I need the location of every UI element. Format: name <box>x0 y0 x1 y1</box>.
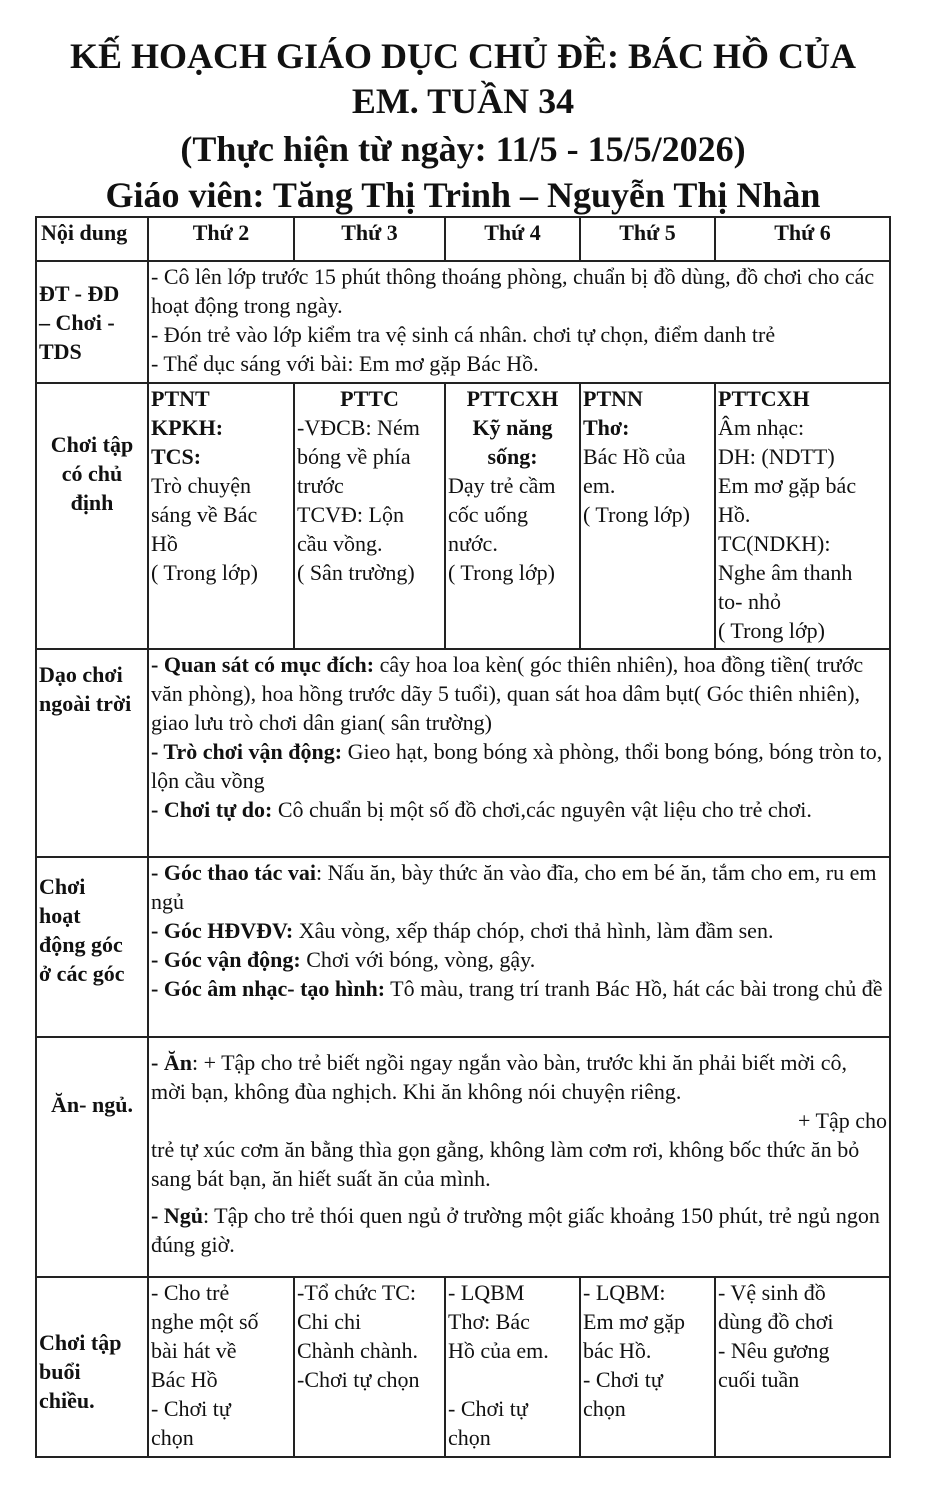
label-line: có chủ <box>61 461 123 486</box>
subject-heading: PTTCXH <box>466 386 559 411</box>
label-line: Chơi <box>39 874 86 899</box>
activity-line: TC(NDKH): <box>718 531 831 556</box>
title-teachers: Giáo viên: Tăng Thị Trinh – Nguyễn Thị Nhàn <box>105 175 821 215</box>
header-wed: Thứ 4 <box>445 217 580 261</box>
activity-line: Hồ <box>151 531 178 556</box>
activity-line: cầu vồng. <box>297 531 383 556</box>
activity-line: Chi chi <box>297 1309 362 1334</box>
label-line: hoạt <box>39 903 81 928</box>
label-line: buổi <box>39 1359 81 1384</box>
item-text: cây hoa loa kèn( góc thiên nhiên), hoa đồng tiền( trước văn phòng), hoa hồng trước dãy 5 tuổi), quan sát hoa dâm bụt( Góc thiên nhiên), giao lưu trò chơi dân gian( sân trường) <box>151 652 864 735</box>
guided-fri <box>715 383 890 649</box>
corners-content <box>148 857 890 1037</box>
item-text: Gieo hạt, bong bóng xà phòng, thổi bong bóng, bóng tròn to, lộn cầu vồng <box>151 739 883 793</box>
item-text: Chơi với bóng, vòng, gậy. <box>300 947 536 972</box>
spacer <box>448 1365 577 1394</box>
activity-line: cuối tuần <box>718 1367 800 1392</box>
meal-text: trẻ tự xúc cơm ăn bằng thìa gọn gằng, không làm cơm rơi, không bốc thức ăn bỏ sang bát bạn, ăn hiết suất ăn của mình. <box>151 1137 860 1191</box>
spacer <box>151 1193 887 1201</box>
activity-line: Em mơ gặp <box>583 1309 686 1334</box>
activity-line: em. <box>583 473 616 498</box>
label-line: ở các góc <box>39 961 125 986</box>
label-line: động góc <box>39 932 123 957</box>
item-text: Tô màu, trang trí tranh Bác Hồ, hát các bài trong chủ đề <box>385 976 883 1001</box>
row-welcome <box>36 261 890 383</box>
item-label: - Trò chơi vận động: <box>151 739 343 764</box>
activity-line: Bác Hồ <box>151 1367 218 1392</box>
item-text: Cô chuẩn bị một số đồ chơi,các nguyên vật liệu cho trẻ chơi. <box>272 797 812 822</box>
label-line: định <box>70 490 114 515</box>
label-line: TDS <box>39 338 82 364</box>
activity-line: - Chơi tự <box>583 1367 663 1392</box>
activity-line: - Cho trẻ <box>151 1280 230 1305</box>
item-label: - Góc thao tác vai <box>151 860 316 885</box>
activity-line: bài hát về <box>151 1338 237 1363</box>
activity-line: - Chơi tự <box>448 1396 528 1421</box>
guided-tue <box>294 383 445 649</box>
activity-line: - LQBM <box>448 1280 525 1305</box>
meal-item <box>151 1048 887 1106</box>
meal-nap-content <box>148 1037 890 1277</box>
row-afternoon <box>36 1277 890 1457</box>
subject-heading: Thơ: <box>583 415 630 440</box>
activity-line: ( Trong lớp) <box>583 502 690 527</box>
subject-heading: sống: <box>487 444 538 469</box>
activity-line: - Chơi tự <box>151 1396 231 1421</box>
document-title <box>0 34 926 218</box>
activity-line: Em mơ gặp bác <box>718 473 857 498</box>
label-line: ngoài trời <box>39 691 132 716</box>
item-label: - Góc âm nhạc- tạo hình: <box>151 976 386 1001</box>
label-afternoon <box>36 1277 148 1457</box>
guided-wed <box>445 383 580 649</box>
subject-heading: PTTC <box>340 386 399 411</box>
item-text: Xâu vòng, xếp tháp chóp, chơi thả hình, làm đầm sen. <box>293 918 774 943</box>
activity-line: -VĐCB: Ném <box>297 415 420 440</box>
label-corners <box>36 857 148 1037</box>
subject-heading: Kỹ năng <box>472 415 553 440</box>
activity-line: Thơ: Bác <box>448 1309 530 1334</box>
activity-line: DH: (NDTT) <box>718 444 835 469</box>
outdoor-item <box>151 650 887 737</box>
label-line: Dạo chơi <box>39 662 123 687</box>
corner-item <box>151 974 887 1003</box>
activity-line: sáng về Bác <box>151 502 258 527</box>
label-guided-activity <box>36 383 148 649</box>
activity-line: Nghe âm thanh <box>718 560 853 585</box>
item-text: : + Tập cho trẻ biết ngồi ngay ngắn vào bàn, trước khi ăn phải biết mời cô, mời bạn, không đùa nghịch. Khi ăn không nói chuyện riêng. <box>151 1050 848 1104</box>
activity-line: - LQBM: <box>583 1280 666 1305</box>
label-welcome <box>36 261 148 383</box>
outdoor-content <box>148 649 890 857</box>
activity-line: to- nhỏ <box>718 589 781 614</box>
activity-line: - Nêu gương <box>718 1338 830 1363</box>
activity-line: ( Trong lớp) <box>718 618 825 643</box>
item-label: - Ngủ <box>151 1203 203 1228</box>
activity-line: ( Trong lớp) <box>448 560 555 585</box>
activity-line: Dạy trẻ cầm <box>448 473 556 498</box>
afternoon-wed <box>445 1277 580 1457</box>
row-outdoor <box>36 649 890 857</box>
header-content: Nội dung <box>36 217 148 261</box>
subject-heading: PTTCXH <box>718 386 810 411</box>
activity-line: trước <box>297 473 344 498</box>
activity-line: - Vệ sinh đồ <box>718 1280 826 1305</box>
activity-line: nghe một số <box>151 1309 259 1334</box>
activity-line: Chành chành. <box>297 1338 418 1363</box>
subject-heading: PTNN <box>583 386 643 411</box>
guided-mon <box>148 383 294 649</box>
label-line: chiều. <box>39 1388 95 1413</box>
label-line: – Chơi - <box>39 309 115 335</box>
afternoon-mon <box>148 1277 294 1457</box>
label-meal-nap: Ăn- ngủ. <box>36 1037 148 1277</box>
activity-line: chọn <box>151 1425 194 1450</box>
item-label: - Góc vận động: <box>151 947 301 972</box>
item-label: - Quan sát có mục đích: <box>151 652 375 677</box>
corner-item <box>151 916 887 945</box>
welcome-line: - Đón trẻ vào lớp kiểm tra vệ sinh cá nhân. chơi tự chọn, điểm danh trẻ <box>151 322 776 347</box>
afternoon-thu <box>580 1277 715 1457</box>
welcome-line: - Cô lên lớp trước 15 phút thông thoáng phòng, chuẩn bị đồ dùng, đồ chơi cho các hoạt động trong ngày. <box>151 264 875 318</box>
item-label: - Chơi tự do: <box>151 797 273 822</box>
activity-line: Hồ của em. <box>448 1338 549 1363</box>
header-thu: Thứ 5 <box>580 217 715 261</box>
activity-line: dùng đồ chơi <box>718 1309 834 1334</box>
label-line: Chơi tập <box>39 1330 122 1355</box>
header-row <box>36 217 890 261</box>
activity-line: chọn <box>448 1425 491 1450</box>
header-fri: Thứ 6 <box>715 217 890 261</box>
corner-item <box>151 858 887 916</box>
outdoor-item <box>151 737 887 795</box>
activity-line: nước. <box>448 531 498 556</box>
header-tue: Thứ 3 <box>294 217 445 261</box>
item-label: - Góc HĐVĐV: <box>151 918 294 943</box>
row-guided-activity <box>36 383 890 649</box>
activity-line: Trò chuyện <box>151 473 252 498</box>
activity-line: -Chơi tự chọn <box>297 1367 420 1392</box>
welcome-content <box>148 261 890 383</box>
subject-heading: KPKH: <box>151 415 224 440</box>
meal-continue: + Tập cho <box>798 1108 887 1133</box>
item-text: : Nấu ăn, bày thức ăn vào đĩa, cho em bé ăn, tắm cho em, ru em ngủ <box>151 860 877 914</box>
activity-line: -Tổ chức TC: <box>297 1280 417 1305</box>
row-meal-nap <box>36 1037 890 1277</box>
activity-line: cốc uống <box>448 502 529 527</box>
subject-heading: PTNT <box>151 386 210 411</box>
activity-line: ( Sân trường) <box>297 560 415 585</box>
nap-item <box>151 1201 887 1259</box>
afternoon-fri <box>715 1277 890 1457</box>
item-label: - Ăn <box>151 1050 192 1075</box>
activity-line: Bác Hồ của <box>583 444 686 469</box>
header-mon: Thứ 2 <box>148 217 294 261</box>
afternoon-tue <box>294 1277 445 1457</box>
outdoor-item <box>151 795 887 824</box>
title-line-2: EM. TUẦN 34 <box>351 81 575 121</box>
label-line: ĐT - ĐD <box>39 280 120 306</box>
activity-line: TCVĐ: Lộn <box>297 502 404 527</box>
title-line-1: KẾ HOẠCH GIÁO DỤC CHỦ ĐỀ: BÁC HỒ CỦA <box>69 36 857 76</box>
welcome-line: - Thể dục sáng với bài: Em mơ gặp Bác Hồ. <box>151 351 539 376</box>
corner-item <box>151 945 887 974</box>
row-corners <box>36 857 890 1037</box>
item-text: : Tập cho trẻ thói quen ngủ ở trường một giấc khoảng 150 phút, trẻ ngủ ngon đúng giờ. <box>151 1203 880 1257</box>
label-line: Chơi tập <box>50 432 134 457</box>
plan-table <box>35 216 891 1458</box>
label-outdoor <box>36 649 148 857</box>
activity-line: chọn <box>583 1396 626 1421</box>
activity-line: bác Hồ. <box>583 1338 652 1363</box>
activity-line: bóng về phía <box>297 444 411 469</box>
activity-line: Âm nhạc: <box>718 415 805 440</box>
activity-line: ( Trong lớp) <box>151 560 258 585</box>
guided-thu <box>580 383 715 649</box>
activity-line: Hồ. <box>718 502 751 527</box>
title-date-range: (Thực hiện từ ngày: 11/5 - 15/5/2026) <box>180 129 746 169</box>
subject-heading: TCS: <box>151 444 202 469</box>
